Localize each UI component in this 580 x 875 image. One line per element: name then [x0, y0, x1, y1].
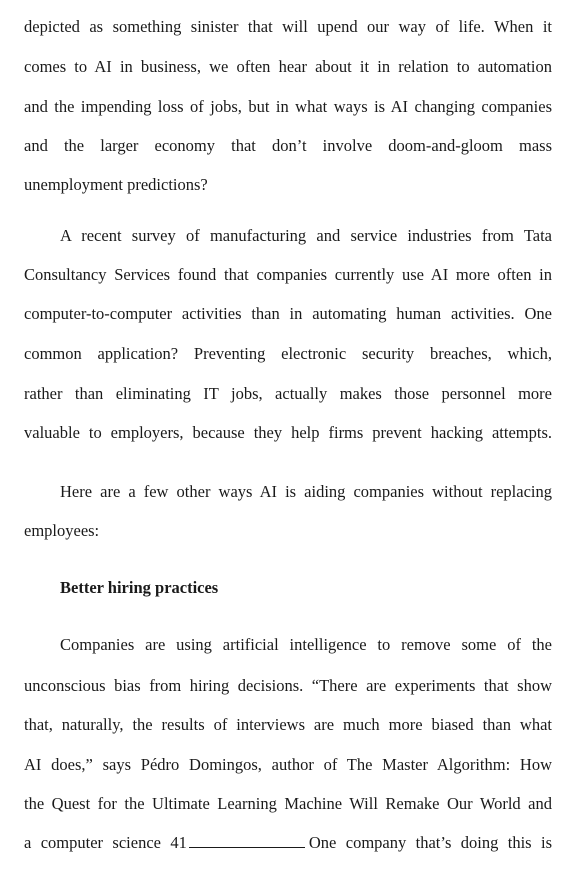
- paragraph-2-line-2: Consultancy Services found that companies currently use AI more often in: [24, 265, 552, 284]
- paragraph-2-line-3: computer-to-computer activities than in automating human activities. One: [24, 304, 552, 323]
- paragraph-4-line-2: unconscious bias from hiring decisions. “There are experiments that show: [24, 676, 552, 695]
- paragraph-1-line-5: unemployment predictions?: [24, 175, 208, 194]
- paragraph-2-line-4: common application? Preventing electronic security breaches, which,: [24, 344, 552, 363]
- paragraph-4-line-5: the Quest for the Ultimate Learning Machine Will Remake Our World and: [24, 794, 552, 813]
- last-line-after-blank: One company that’s doing this is: [308, 833, 552, 852]
- paragraph-3-line-2: employees:: [24, 521, 100, 540]
- paragraph-3-line-1: Here are a few other ways AI is aiding companies without replacing: [60, 482, 552, 501]
- answer-blank: [189, 829, 305, 848]
- section-heading: Better hiring practices: [60, 578, 219, 597]
- paragraph-1-line-4: and the larger economy that don’t involve doom-and-gloom mass: [24, 136, 552, 155]
- paragraph-2-line-1: A recent survey of manufacturing and service industries from Tata: [60, 226, 552, 245]
- paragraph-2-line-5: rather than eliminating IT jobs, actually makes those personnel more: [24, 384, 552, 403]
- paragraph-1-line-1: depicted as something sinister that will upend our way of life. When it: [24, 17, 552, 36]
- last-line-before-blank: a computer science 41: [24, 833, 187, 852]
- paragraph-4-line-1: Companies are using artificial intelligence to remove some of the: [60, 635, 552, 654]
- paragraph-2-line-6: valuable to employers, because they help firms prevent hacking attempts.: [24, 423, 552, 442]
- paragraph-4-line-3: that, naturally, the results of interviews are much more biased than what: [24, 715, 552, 734]
- paragraph-1-line-2: comes to AI in business, we often hear about it in relation to automation: [24, 57, 552, 76]
- paragraph-4-line-4: AI does,” says Pédro Domingos, author of The Master Algorithm: How: [24, 755, 552, 774]
- paragraph-4-line-6: [24, 828, 552, 858]
- paragraph-1-line-3: and the impending loss of jobs, but in what ways is AI changing companies: [24, 97, 552, 116]
